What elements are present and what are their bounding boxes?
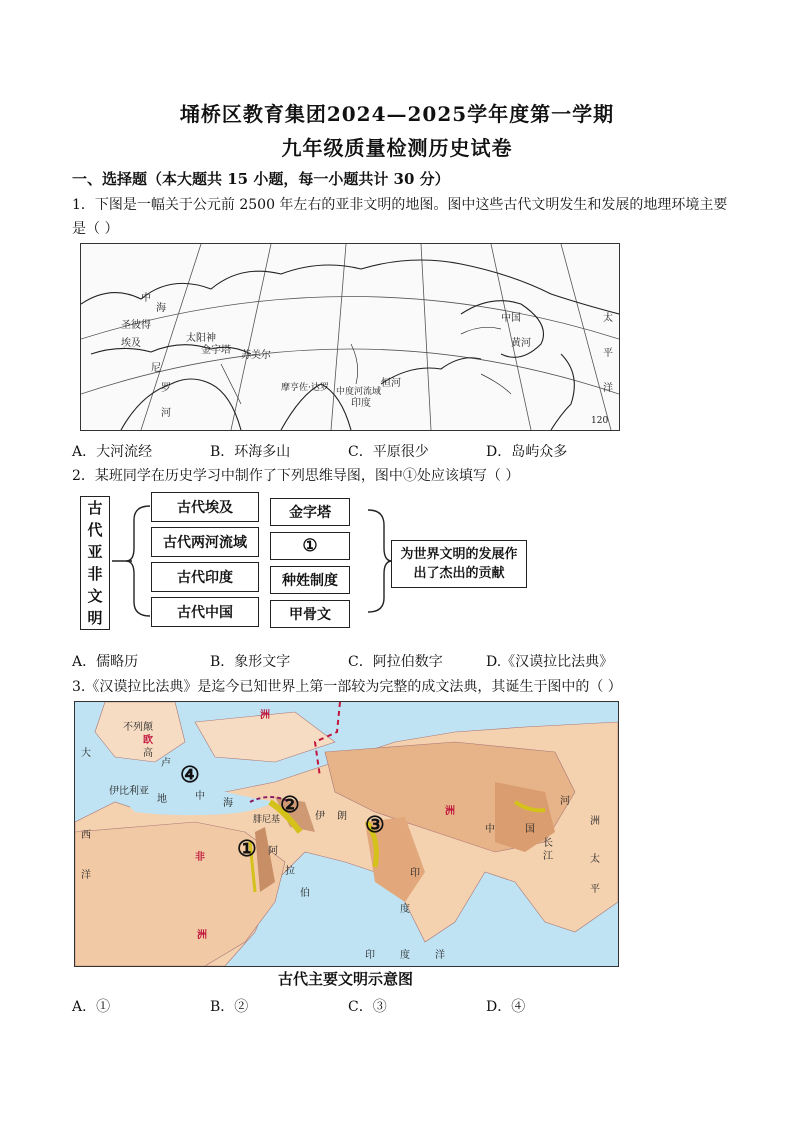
map1-label: 圣彼得 — [121, 320, 151, 331]
q2-option-a[interactable]: A．儒略历 — [72, 654, 139, 670]
map2-label: 朗 — [337, 811, 347, 822]
map2-label: 西 — [81, 830, 91, 841]
civ-mesopotamia: 古代两河流域 — [151, 527, 259, 557]
map2-label: 印 — [365, 950, 375, 961]
map2-label: 卢 — [161, 758, 171, 769]
asia-africa-map — [80, 243, 620, 431]
item-blank-1: ① — [270, 532, 350, 560]
map1-label: 恒河 — [381, 378, 401, 389]
q1-option-d[interactable]: D．岛屿众多 — [486, 444, 568, 460]
map2-label: 洲 — [590, 816, 600, 827]
q2-option-d[interactable]: D.《汉谟拉比法典》 — [486, 654, 614, 670]
map2-label: 欧 — [143, 735, 153, 746]
map2-label: 海 — [223, 798, 233, 809]
q2-option-c[interactable]: C．阿拉伯数字 — [348, 654, 443, 670]
map2-label: 国 — [525, 824, 535, 835]
map2-label: 平 — [590, 884, 600, 895]
map2-label: 长 — [543, 838, 553, 849]
map1-label: 中 — [141, 293, 151, 304]
map2-label: 度 — [400, 904, 410, 915]
item-oracle: 甲骨文 — [270, 600, 350, 628]
map1-label: 河 — [161, 408, 171, 419]
map2-label: 腓尼基 — [253, 815, 281, 825]
ancient-civilizations-map — [74, 701, 619, 967]
map2-label: 中 — [485, 824, 495, 835]
map1-label: 尼 — [151, 363, 161, 374]
item-pyramid: 金字塔 — [270, 498, 350, 526]
map2-label: 印 — [410, 868, 420, 879]
map2-label: 度 — [400, 950, 410, 961]
map1-label: 中度河流域 — [336, 387, 382, 397]
map1-label: 印度 — [351, 398, 371, 409]
q1-option-a[interactable]: A．大河流经 — [72, 444, 153, 460]
map1-label: 罗 — [161, 383, 171, 394]
q1-option-b[interactable]: B．环海多山 — [210, 444, 291, 460]
map2-label: 伯 — [300, 888, 310, 899]
map2-label: 阿 — [268, 846, 278, 857]
map2-label: 洲 — [197, 930, 207, 941]
map2-label: 伊比利亚 — [109, 786, 149, 797]
map2-label: 洋 — [435, 950, 445, 961]
map2-label: 河 — [560, 796, 570, 807]
question-3-stem: 3.《汉谟拉比法典》是迄今已知世界上第一部较为完整的成文法典，其诞生于图中的（ ） — [72, 679, 622, 695]
map1-label: 120 — [591, 416, 609, 426]
marker-2: ② — [280, 792, 300, 818]
map2-label: 拉 — [285, 866, 295, 877]
q3-option-b[interactable]: B．② — [210, 999, 249, 1015]
map2-label: 江 — [543, 851, 553, 862]
map2-label: 高 — [143, 748, 153, 759]
mind-map — [78, 490, 538, 640]
mind-map-root: 古代亚非文明 — [80, 496, 110, 630]
map2-label: 大 — [81, 748, 91, 759]
item-caste: 种姓制度 — [270, 566, 350, 594]
map-drawing — [75, 702, 618, 966]
q1-option-c[interactable]: C．平原很少 — [348, 444, 429, 460]
question-2-stem: 2．某班同学在历史学习中制作了下列思维导图，图中①处应该填写（ ） — [72, 468, 520, 484]
q3-option-d[interactable]: D．④ — [486, 999, 526, 1015]
map2-label: 地 — [157, 794, 167, 805]
map1-label: 中国 — [501, 313, 521, 324]
title-line-1: 埇桥区教育集团2024—2025学年度第一学期 — [179, 102, 615, 126]
map1-label: 洋 — [603, 383, 613, 394]
map2-label: 不列颠 — [123, 722, 153, 733]
map2-label: 太 — [590, 854, 600, 865]
map1-label: 金字塔 — [201, 345, 231, 356]
civ-egypt: 古代埃及 — [151, 492, 259, 522]
marker-1: ① — [237, 836, 257, 862]
map-drawing — [81, 244, 619, 430]
marker-3: ③ — [365, 812, 385, 838]
conclusion-box: 为世界文明的发展作出了杰出的贡献 — [391, 540, 527, 588]
map2-label: 洲 — [445, 806, 455, 817]
map1-label: 平 — [603, 348, 613, 359]
map2-label: 洲 — [260, 710, 270, 721]
map1-label: 苏美尔 — [241, 350, 271, 361]
section-heading: 一、选择题（本大题共 15 小题，每一小题共计 30 分） — [72, 170, 450, 188]
map1-label: 海 — [156, 303, 166, 314]
map2-label: 非 — [195, 852, 205, 863]
map2-label: 洋 — [81, 870, 91, 881]
title-line-2: 九年级质量检测历史试卷 — [281, 136, 513, 160]
civ-china: 古代中国 — [151, 597, 259, 627]
map1-label: 黄河 — [511, 338, 531, 349]
question-1-stem: 1．下图是一幅关于公元前 2500 年左右的亚非文明的地图。图中这些古代文明发生和发展的地理环境主要是（ ） — [72, 197, 728, 237]
q3-option-a[interactable]: A．① — [72, 999, 111, 1015]
map2-label: 伊 — [315, 811, 325, 822]
q3-option-c[interactable]: C．③ — [348, 999, 387, 1015]
marker-4: ④ — [180, 762, 200, 788]
map-caption: 古代主要文明示意图 — [277, 970, 413, 988]
map1-label: 摩亨佐·达罗 — [281, 383, 329, 393]
civ-india: 古代印度 — [151, 562, 259, 592]
map1-label: 太阳神 — [186, 333, 216, 344]
map1-label: 埃及 — [121, 338, 141, 349]
map1-label: 太 — [603, 313, 613, 324]
q2-option-b[interactable]: B．象形文字 — [210, 654, 291, 670]
map2-label: 中 — [195, 791, 205, 802]
